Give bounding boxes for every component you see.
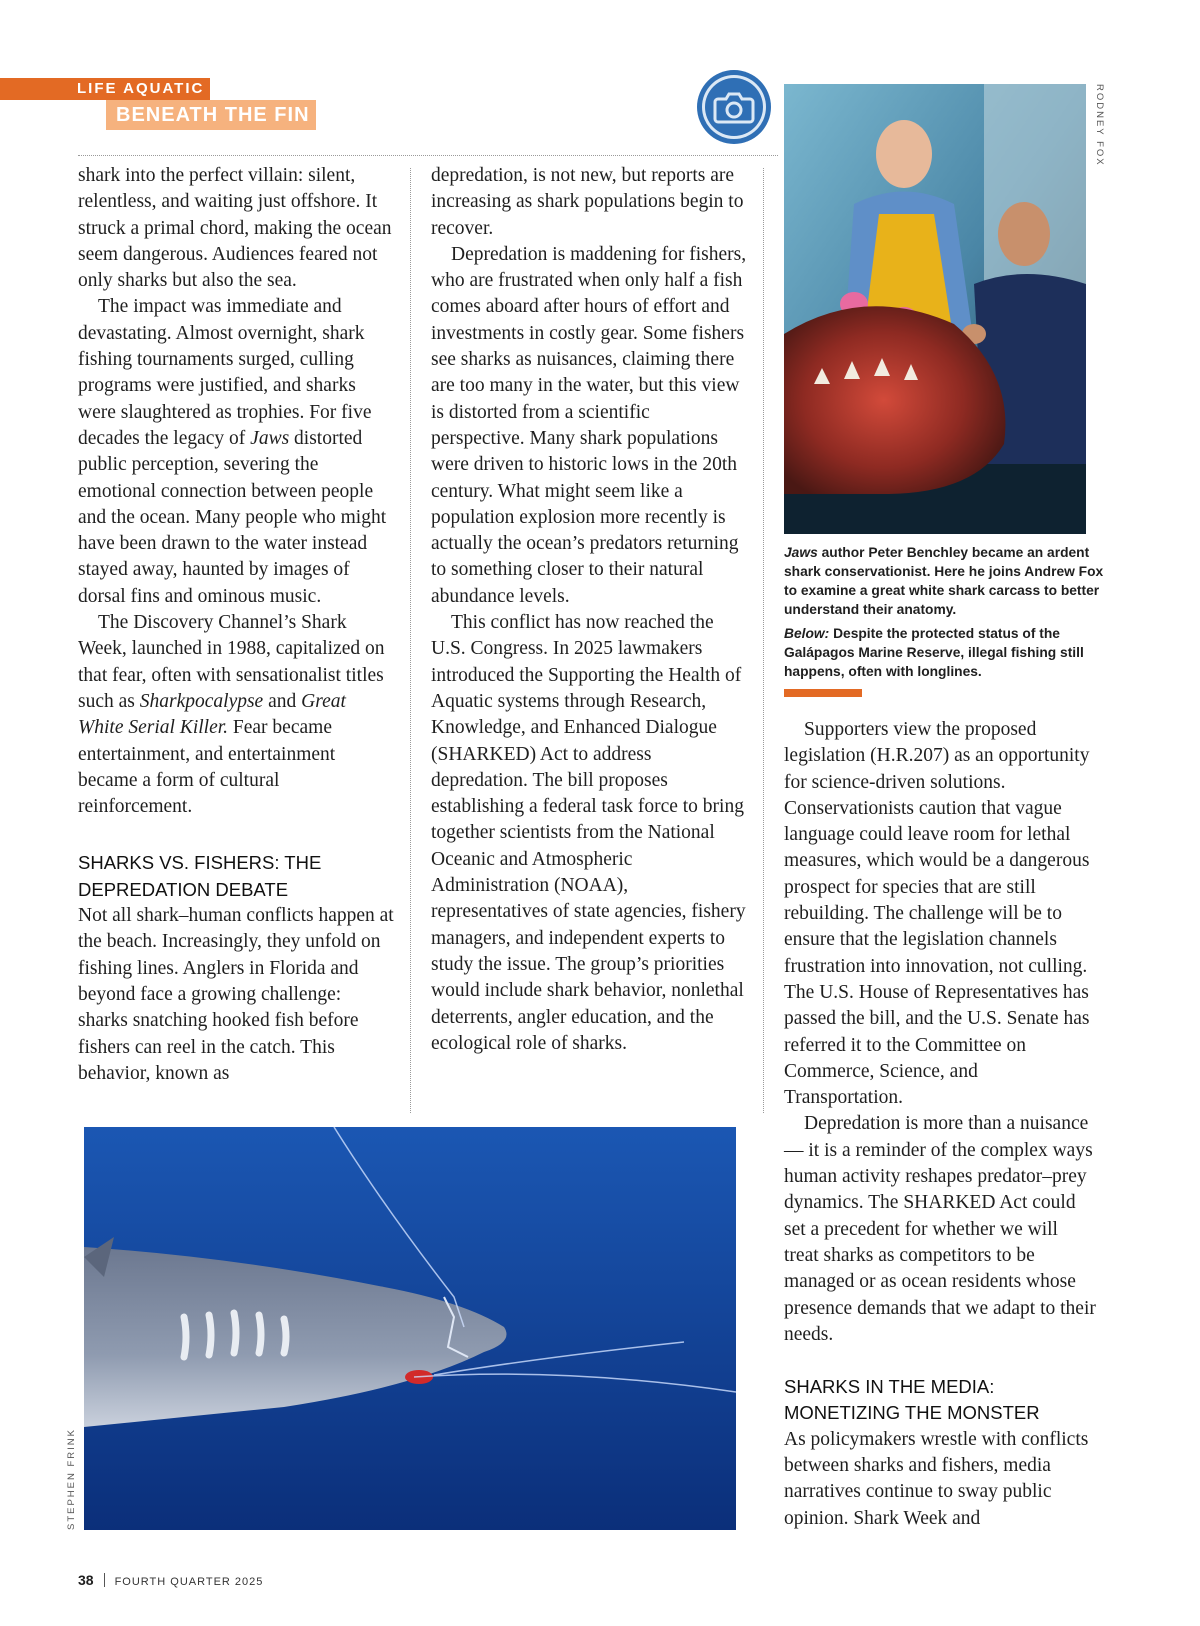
photo-benchley-shark-carcass bbox=[784, 84, 1086, 534]
paragraph: The impact was immediate and devastating. Almost overnight, shark fishing tournaments surged, culling programs were justified, and sharks were slaughtered as trophies. For five decades the legacy of Jaws distorted public perception, severing the emotional connection between people and the ocean. Many people who might have been drawn to the water instead stayed away, haunted by images of dorsal fins and ominous music. bbox=[78, 296, 387, 607]
subheading-media: SHARKS IN THE MEDIA: MONETIZING THE MONSTER bbox=[784, 1376, 1040, 1424]
column-divider bbox=[410, 168, 411, 1113]
article-column-3 bbox=[784, 717, 1096, 1532]
article-column-1 bbox=[78, 163, 394, 1087]
caption-title-jaws: Jaws bbox=[784, 545, 818, 560]
photo-shark-on-longline bbox=[84, 1127, 736, 1530]
paragraph: shark into the perfect villain: silent, relentless, and waiting just offshore. It struck a primal chord, making the ocean seem dangerous. Audiences feared not only sharks but also the sea. bbox=[78, 165, 392, 292]
page-number: 38 bbox=[78, 1572, 94, 1588]
paragraph: Supporters view the proposed legislation (H.R.207) as an opportunity for science-driven solutions. Conservationists caution that vague language could leave room for lethal measures, which would be a dangerous prospect for species that are still rebuilding. The challenge will be to ensure that the legislation channels frustration into innovation, not culling. The U.S. House of Representatives has passed the bill, and the U.S. Senate has referred it to the Committee on Commerce, Science, and Transportation. bbox=[784, 719, 1090, 1109]
column-divider bbox=[763, 168, 764, 1113]
article-column-2 bbox=[431, 163, 747, 1057]
caption-accent-bar bbox=[784, 689, 862, 697]
page-footer bbox=[78, 1572, 263, 1590]
subsection-label: BENEATH THE FIN bbox=[106, 100, 316, 130]
header-divider bbox=[78, 155, 778, 156]
title-great-white-serial-killer: Great White Serial Killer. bbox=[78, 690, 346, 739]
photo-credit-top: RODNEY FOX bbox=[1094, 84, 1105, 167]
paragraph: This conflict has now reached the U.S. Congress. In 2025 lawmakers introduced the Supporting the Health of Aquatic systems through Research, Knowledge, and Enhanced Dialogue (SHARKED) Act to address depredation. The bill proposes establishing a federal task force to bring together scientists from the National Oceanic and Atmospheric Administration (NOAA), representatives of state agencies, fishery managers, and independent experts to study the issue. The group’s priorities would include shark behavior, nonlethal deterrents, angler education, and the ecological role of sharks. bbox=[431, 612, 746, 1054]
footer-separator bbox=[104, 1573, 105, 1587]
caption-main: Jaws author Peter Benchley became an ardent shark conservationist. Here he joins Andrew Fox to examine a great white shark carcass to better understand their anatomy. bbox=[784, 545, 1104, 617]
photo-credit-bottom: STEPHEN FRINK bbox=[66, 1427, 77, 1530]
camera-badge bbox=[696, 69, 772, 145]
paragraph: The Discovery Channel’s Shark Week, launched in 1988, capitalized on that fear, often with sensationalist titles such as Sharkpocalypse and Great White Serial Killer. Fear became entertainment, and entertainment became a form of cultural reinforcement. bbox=[78, 612, 385, 818]
issue-label: FOURTH QUARTER 2025 bbox=[114, 1576, 264, 1588]
camera-icon bbox=[696, 69, 772, 145]
section-label: LIFE AQUATIC bbox=[0, 78, 210, 100]
paragraph: Depredation is maddening for fishers, who are frustrated when only half a fish comes aboard after hours of effort and investments in costly gear. Some fishers see sharks as nuisances, claiming there are too many in the water, but this view is distorted from a scientific perspective. Many shark populations were driven to historic lows in the 20th century. What might seem like a population explosion more recently is actually the ocean’s predators returning to something closer to their natural abundance levels. bbox=[431, 243, 747, 607]
title-jaws: Jaws bbox=[250, 427, 290, 449]
title-sharkpocalypse: Sharkpocalypse bbox=[139, 690, 264, 712]
photo-caption bbox=[784, 543, 1104, 681]
subheading-depredation: SHARKS VS. FISHERS: THE DEPREDATION DEBATE bbox=[78, 852, 322, 900]
caption-below: Below: Despite the protected status of the Galápagos Marine Reserve, illegal fishing still happens, often with longlines. bbox=[784, 626, 1084, 679]
paragraph: Depredation is more than a nuisance — it is a reminder of the complex ways human activity reshapes predator–prey dynamics. The SHARKED Act could set a precedent for whether we will treat sharks as competitors to be managed or as ocean residents whose presence demands that we adapt to their needs. bbox=[784, 1113, 1096, 1345]
paragraph: depredation, is not new, but reports are increasing as shark populations begin to recover. bbox=[431, 165, 744, 239]
paragraph: Not all shark–human conflicts happen at the beach. Increasingly, they unfold on fishing lines. Anglers in Florida and beyond face a growing challenge: sharks snatching hooked fish before fishers can reel in the catch. This behavior, known as bbox=[78, 905, 394, 1084]
paragraph: As policymakers wrestle with conflicts between sharks and fishers, media narratives continue to sway public opinion. Shark Week and bbox=[784, 1428, 1089, 1529]
